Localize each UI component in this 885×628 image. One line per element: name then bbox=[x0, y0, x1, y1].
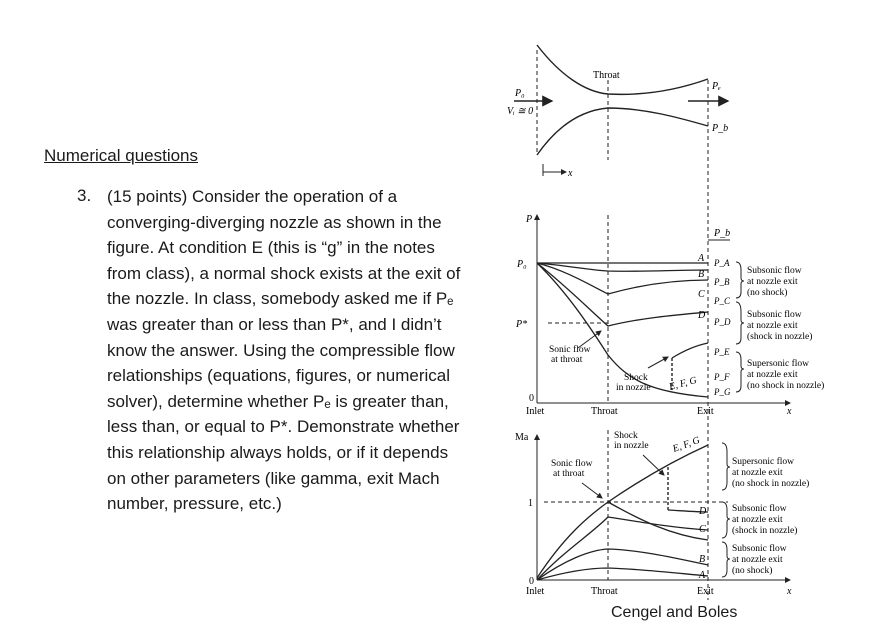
pressure-p0-label: P₀ bbox=[517, 259, 527, 270]
mach-curve-letter-a: A bbox=[699, 570, 706, 581]
question-line: less than, or equal to P*. Demonstrate whether bbox=[107, 417, 460, 437]
mach-regime-text: Supersonic flow bbox=[732, 457, 795, 467]
pressure-regime-text: (no shock in nozzle) bbox=[747, 381, 825, 391]
pressure-shock-label: Shock bbox=[624, 373, 648, 383]
question-line: number, pressure, etc.) bbox=[107, 494, 282, 514]
pressure-regime-text: at nozzle exit bbox=[747, 277, 798, 287]
mach-sonic-label: Sonic flow bbox=[551, 459, 593, 469]
curve-letter-c: C bbox=[698, 289, 705, 300]
nozzle-throat-label: Throat bbox=[593, 70, 620, 81]
pressure-zero-label: 0 bbox=[529, 393, 534, 404]
exit-pressure-pa: P_A bbox=[714, 258, 730, 268]
section-heading: Numerical questions bbox=[44, 146, 199, 165]
pressure-x-tick: Exit bbox=[697, 406, 714, 417]
mach-zero-label: 0 bbox=[529, 576, 534, 587]
pressure-sonic-label: Sonic flow bbox=[549, 345, 591, 355]
question-line: relationships (equations, figures, or numerical bbox=[107, 366, 451, 386]
curve-letter-d: D bbox=[698, 310, 706, 321]
question-line: this relationship always holds, or if it depends bbox=[107, 442, 449, 462]
nozzle-pe-label: Pₑ bbox=[712, 81, 721, 92]
nozzle-pb-label: P_b bbox=[712, 123, 729, 134]
exit-pressure-pb: P_B bbox=[714, 277, 730, 287]
nozzle-vi-label: Vᵢ ≅ 0 bbox=[507, 106, 534, 117]
nozzle-p0-label: P₀ bbox=[515, 88, 525, 99]
mach-sonic-label: at throat bbox=[553, 469, 585, 479]
mach-regime-text: (shock in nozzle) bbox=[732, 526, 798, 536]
mach-curve-letter-d: D bbox=[699, 506, 707, 517]
pressure-regime-text: (no shock) bbox=[747, 288, 788, 298]
mach-x-tick: Throat bbox=[591, 586, 618, 597]
pressure-x-tick: Inlet bbox=[526, 406, 545, 417]
question-line: know the answer. Using the compressible flow bbox=[107, 340, 455, 360]
mach-regime-text: (no shock) bbox=[732, 566, 773, 576]
mach-regime-text: Subsonic flow bbox=[732, 504, 787, 514]
curve-letter-a: A bbox=[698, 253, 705, 264]
pressure-x-tick: Throat bbox=[591, 406, 618, 417]
pressure-regime-text: at nozzle exit bbox=[747, 321, 798, 331]
mach-y-label: Ma bbox=[515, 432, 529, 443]
question-line: converging-diverging nozzle as shown in the bbox=[107, 212, 442, 232]
pressure-pstar-label: P* bbox=[516, 319, 528, 330]
curve-letter-b: B bbox=[698, 269, 705, 280]
mach-x-label: x bbox=[787, 586, 792, 597]
exit-pressure-pd: P_D bbox=[714, 317, 731, 327]
pressure-regime-text: at nozzle exit bbox=[747, 370, 798, 380]
pressure-regime-text: Subsonic flow bbox=[747, 310, 802, 320]
question-line: was greater than or less than P*, and I didn’t bbox=[107, 314, 442, 334]
pressure-regime-text: (shock in nozzle) bbox=[747, 332, 813, 342]
mach-efg-label: E, F, G bbox=[671, 434, 702, 455]
pressure-shock-label: in nozzle bbox=[616, 383, 651, 393]
mach-one-label: 1 bbox=[528, 498, 533, 509]
question-line: from class), a normal shock exists at the exit of bbox=[107, 263, 461, 283]
pressure-sonic-label: at throat bbox=[551, 355, 583, 365]
pressure-efg-label: E, F, G bbox=[667, 374, 698, 393]
mach-regime-text: at nozzle exit bbox=[732, 555, 783, 565]
exit-pressure-pe: P_E bbox=[714, 347, 730, 357]
figure-caption: Cengel and Boles bbox=[611, 604, 738, 621]
question-line: (15 points) Consider the operation of a bbox=[107, 187, 398, 206]
mach-regime-text: at nozzle exit bbox=[732, 468, 783, 478]
pressure-y-label: P bbox=[526, 214, 533, 225]
question-number: 3. bbox=[77, 186, 92, 205]
question-line: the nozzle. In class, somebody asked me if Pₑ bbox=[107, 289, 454, 309]
exit-pressure-pc: P_C bbox=[714, 296, 731, 306]
exit-pressure-pf: P_F bbox=[714, 372, 730, 382]
mach-curve-letter-c: C bbox=[699, 524, 706, 535]
exit-pressure-pg: P_G bbox=[714, 387, 731, 397]
pressure-regime-text: Subsonic flow bbox=[747, 266, 802, 276]
pressure-x-label: x bbox=[787, 406, 792, 417]
mach-curve-letter-b: B bbox=[699, 554, 706, 565]
question-line: figure. At condition E (this is “g” in the notes bbox=[107, 238, 435, 258]
question-line: on other parameters (like gamma, exit Mach bbox=[107, 468, 440, 488]
pressure-pb-header: P_b bbox=[714, 228, 731, 239]
mach-regime-text: (no shock in nozzle) bbox=[732, 479, 810, 489]
mach-regime-text: at nozzle exit bbox=[732, 515, 783, 525]
mach-shock-label: in nozzle bbox=[614, 441, 649, 451]
question-line: solver), determine whether Pₑ is greater than, bbox=[107, 391, 449, 411]
pressure-regime-text: Supersonic flow bbox=[747, 359, 810, 369]
mach-shock-label: Shock bbox=[614, 431, 638, 441]
mach-regime-text: Subsonic flow bbox=[732, 544, 787, 554]
nozzle-x-label: x bbox=[568, 168, 573, 179]
mach-x-tick: Exit bbox=[697, 586, 714, 597]
mach-x-tick: Inlet bbox=[526, 586, 545, 597]
